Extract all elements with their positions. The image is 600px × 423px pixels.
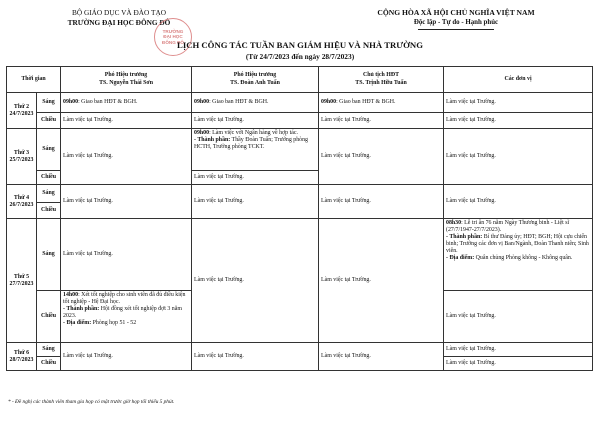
footnote: * - Đề nghị các thành viên tham gia họp có mặt trước giờ họp tối thiểu 5 phút. xyxy=(8,399,175,405)
cell: Làm việc tại Trường. xyxy=(319,185,444,219)
cell: Làm việc tại Trường. xyxy=(444,357,593,371)
role-label: Phó Hiệu trưởng xyxy=(233,72,277,79)
session-pm: Chiều xyxy=(37,357,61,371)
republic-title: CỘNG HÒA XÃ HỘI CHỦ NGHĨA VIỆT NAM xyxy=(377,8,535,17)
university-name: TRƯỜNG ĐẠI HỌC ĐÔNG ĐÔ xyxy=(67,18,171,27)
cell: Làm việc tại Trường. xyxy=(319,113,444,129)
cell: Làm việc tại Trường. xyxy=(319,219,444,343)
members-text: Bí thư Đảng ủy; HĐT; BGH; Hội cựu chiến binh; Trưởng các đơn vị Ban/Ngành, Đoàn Thanh niên; Sinh viên. xyxy=(446,233,589,254)
cell: Làm việc tại Trường. xyxy=(192,185,319,219)
row-mon-am xyxy=(7,93,593,113)
session-am: Sáng xyxy=(37,185,61,203)
row-mon-pm xyxy=(7,113,593,129)
university-stamp xyxy=(154,18,192,56)
members-text: Hội đồng xét tốt nghiệp đợt 3 năm 2023. xyxy=(63,305,182,319)
cell: Làm việc tại Trường. xyxy=(444,129,593,185)
cell: Làm việc tại Trường. xyxy=(444,93,593,113)
cell: Làm việc tại Trường. xyxy=(61,113,192,129)
day-date: 26/7/2023 xyxy=(9,201,34,208)
stamp-line-3: ĐÔNG ĐÔ xyxy=(162,39,184,45)
day-date: 24/7/2023 xyxy=(9,110,34,117)
day-name: Thứ 2 xyxy=(13,103,30,110)
cell: Làm việc tại Trường. xyxy=(319,343,444,371)
cell: Làm việc tại Trường. xyxy=(192,219,319,343)
members-text: Thầy Đoàn Tuấn; Trưởng phòng HCTH, Trưởng phòng TCKT. xyxy=(194,136,308,150)
members-label: - Thành phần: xyxy=(446,233,483,240)
session-am: Sáng xyxy=(37,219,61,291)
cell xyxy=(61,93,192,113)
national-motto: Độc lập - Tự do - Hạnh phúc xyxy=(413,19,499,26)
col-header-son xyxy=(61,67,192,93)
cell: Làm việc tại Trường. xyxy=(61,343,192,371)
time-label: 14h00 xyxy=(63,292,79,298)
cell xyxy=(444,219,593,291)
cell xyxy=(61,291,192,343)
day-date: 27/7/2023 xyxy=(9,280,34,287)
day-thu xyxy=(7,219,37,343)
cell-text: : Xét tốt nghiệp cho sinh viên đã đủ điều kiện tốt nghiệp - Hệ Đại học. xyxy=(63,292,186,305)
page-title: LỊCH CÔNG TÁC TUẦN BAN GIÁM HIỆU VÀ NHÀ TRƯỜNG xyxy=(177,40,423,50)
time-label: 09h00 xyxy=(194,130,210,136)
day-wed xyxy=(7,185,37,219)
time-label: 09h00 xyxy=(63,99,79,106)
cell: Làm việc tại Trường. xyxy=(192,171,319,185)
cell-text: : Giao ban HĐT & BGH. xyxy=(336,99,396,106)
stamp-line-1: TRƯỜNG xyxy=(162,29,184,35)
session-am: Sáng xyxy=(37,343,61,357)
place-text: Quân chủng Phòng không - Không quân. xyxy=(474,254,573,261)
time-header: Thời gian xyxy=(7,67,61,93)
stamp-line-2: ĐẠI HỌC xyxy=(163,34,183,40)
row-thu-am xyxy=(7,219,593,291)
day-name: Thứ 4 xyxy=(13,194,30,201)
motto-underline xyxy=(418,29,494,30)
time-label: 09h00 xyxy=(321,99,337,106)
cell-text: : Giao ban HĐT & BGH. xyxy=(209,99,269,106)
cell: Làm việc tại Trường. xyxy=(444,291,593,343)
col-header-doan-anh-tuan xyxy=(192,67,319,93)
person-name: TS. Trịnh Hữu Tuấn xyxy=(355,79,407,86)
ministry-name: BỘ GIÁO DỤC VÀ ĐÀO TẠO xyxy=(72,8,166,17)
day-name: Thứ 3 xyxy=(13,149,30,156)
day-date: 28/7/2023 xyxy=(9,356,34,363)
session-am: Sáng xyxy=(37,129,61,171)
time-label: 09h00 xyxy=(194,99,210,106)
cell-text: : Lễ tri ân 76 năm Ngày Thương binh - Liệt sĩ (27/7/1947-27/7/2023). xyxy=(446,220,570,233)
cell: Làm việc tại Trường. xyxy=(444,343,593,357)
day-mon xyxy=(7,93,37,129)
time-label: 08h30 xyxy=(446,220,462,226)
cell: Làm việc tại Trường. xyxy=(61,185,192,219)
day-name: Thứ 6 xyxy=(13,349,30,356)
session-am: Sáng xyxy=(37,93,61,113)
schedule-table xyxy=(6,66,593,371)
cell: Làm việc tại Trường. xyxy=(61,129,192,185)
place-label: - Địa điểm: xyxy=(63,319,92,326)
session-pm: Chiều xyxy=(37,113,61,129)
place-text: Phòng họp 51 - 52 xyxy=(91,319,137,326)
cell: Làm việc tại Trường. xyxy=(319,129,444,185)
day-date: 25/7/2023 xyxy=(9,156,34,163)
members-label: - Thành phần: xyxy=(63,305,100,312)
cell: Làm việc tại Trường. xyxy=(192,343,319,371)
cell-text: : Làm việc với Ngân hàng về hợp tác. xyxy=(209,130,298,136)
row-tue-am xyxy=(7,129,593,171)
day-fri xyxy=(7,343,37,371)
cell: Làm việc tại Trường. xyxy=(61,219,192,291)
row-wed-am xyxy=(7,185,593,203)
header-row xyxy=(7,67,593,93)
role-label: Chủ tịch HĐT xyxy=(363,72,400,79)
role-label: Phó Hiệu trưởng xyxy=(104,72,148,79)
row-fri-am xyxy=(7,343,593,357)
cell: Làm việc tại Trường. xyxy=(444,113,593,129)
person-name: TS. Nguyễn Thái Sơn xyxy=(99,79,153,86)
cell: Làm việc tại Trường. xyxy=(444,185,593,219)
cell: Làm việc tại Trường. xyxy=(192,113,319,129)
day-tue xyxy=(7,129,37,185)
session-pm: Chiều xyxy=(37,291,61,343)
session-pm: Chiều xyxy=(37,171,61,185)
place-label: - Địa điểm: xyxy=(446,254,475,261)
cell-text: : Giao ban HĐT & BGH. xyxy=(78,99,138,106)
person-name: TS. Đoàn Anh Tuấn xyxy=(230,79,280,86)
date-range: (Từ 24/7/2023 đến ngày 28/7/2023) xyxy=(245,52,355,61)
members-label: - Thành phần: xyxy=(194,136,231,143)
session-pm: Chiều xyxy=(37,203,61,219)
col-header-trinh-huu-tuan xyxy=(319,67,444,93)
cell xyxy=(192,129,319,171)
col-header-units: Các đơn vị xyxy=(444,67,593,93)
cell xyxy=(192,93,319,113)
day-name: Thứ 5 xyxy=(13,273,30,280)
cell xyxy=(319,93,444,113)
